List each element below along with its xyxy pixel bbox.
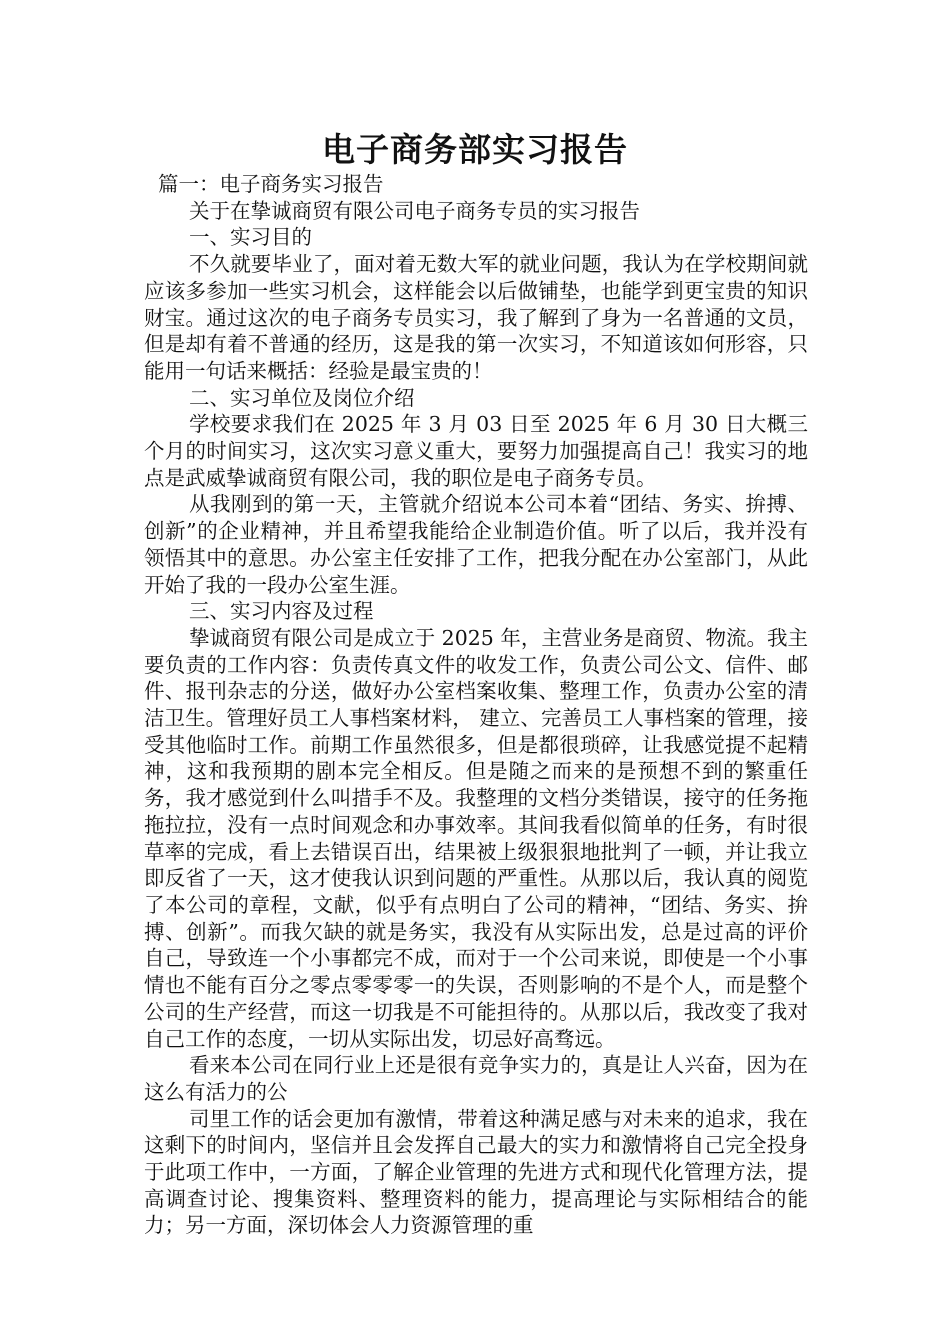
heading-content-and-process: 三、实习内容及过程 [189,599,374,624]
report-subtitle: 关于在挚诚商贸有限公司电子商务专员的实习报告 [189,198,640,223]
paragraph-work-content: 挚诚商贸有限公司是成立于 2025 年，主营业务是商贸、物流。我主要负责的工作内容：负责传真文件的收发工作，负责公司公文、信件、邮件、报刊杂志的分送，做好办公室档案收集、整理工作，负责办公室的清洁卫生。管理好员工人事档案材料， 建立、完善员工人事档案的管理，接受其他临时工作。前期工作虽然很多，但是都很琐碎，让我感觉提不起精神，这和我预期的剧本完全相反。但是随之而来的是预想不到的繁重任务，我才感觉到什么叫措手不及。我整理的文档分类错误，接守的任务拖拖拉拉，没有一点时间观念和办事效率。其间我看似简单的任务，有时很草率的完成，看上去错误百出，结果被上级狠狠地批判了一顿，并让我立即反省了一天，这才使我认识到问题的严重性。从那以后，我认真的阅览了本公司的章程，文献，似乎有点明白了公司的精神，“团结、务实、拚搏、创新”。而我欠缺的就是务实，我没有从实际出发，总是过高的评价自己，导致连一个小事都完不成，而对于一个公司来说，即使是一个小事情也不能有百分之零点零零零一的失误，否则影响的不是个人，而是整个公司的生产经营，而这一切我是不可能担待的。从那以后，我改变了我对自己工作的态度，一切从实际出发，切忌好高骛远。 [144,625,808,1051]
heading-internship-purpose: 一、实习目的 [189,225,312,250]
paragraph-internship-period: 学校要求我们在 2025 年 3 月 03 日至 2025 年 6 月 30 日大概三个月的时间实习，这次实习意义重大，要努力加强提高自己！我实习的地点是武威挚诚商贸有限公司，我的职位是电子商务专员。 [144,412,808,490]
heading-unit-and-position: 二、实习单位及岗位介绍 [189,385,415,410]
paragraph-future-pursuit: 司里工作的话会更加有激情，带着这种满足感与对未来的追求，我在这剩下的时间内，坚信并且会发挥自己最大的实力和激情将自己完全投身于此项工作中，一方面，了解企业管理的先进方式和现代化管理方法，提高调查讨论、搜集资料、整理资料的能力，提高理论与实际相结合的能力；另一方面，深切体会人力资源管理的重 [144,1106,808,1238]
paragraph-competitiveness: 看来本公司在同行业上还是很有竞争实力的，真是让人兴奋，因为在这么有活力的公 [144,1053,808,1104]
document-title: 电子商务部实习报告 [322,130,628,169]
paragraph-internship-purpose: 不久就要毕业了，面对着无数大军的就业问题，我认为在学校期间就应该多参加一些实习机会，这样能会以后做铺垫，也能学到更宝贵的知识财宝。通过这次的电子商务专员实习，我了解到了身为一名普通的文员，但是却有着不普通的经历，这是我的第一次实习，不知道该如何形容，只能用一句话来概括：经验是最宝贵的！ [144,252,808,383]
section-heading-part-one: 篇一：电子商务实习报告 [158,172,384,196]
paragraph-first-day: 从我刚到的第一天，主管就介绍说本公司本着“团结、务实、拚搏、创新”的企业精神，并且希望我能给企业制造价值。听了以后，我并没有领悟其中的意思。办公室主任安排了工作，把我分配在办公室部门，从此开始了我的一段办公室生涯。 [144,492,808,597]
document-body [144,171,808,1239]
